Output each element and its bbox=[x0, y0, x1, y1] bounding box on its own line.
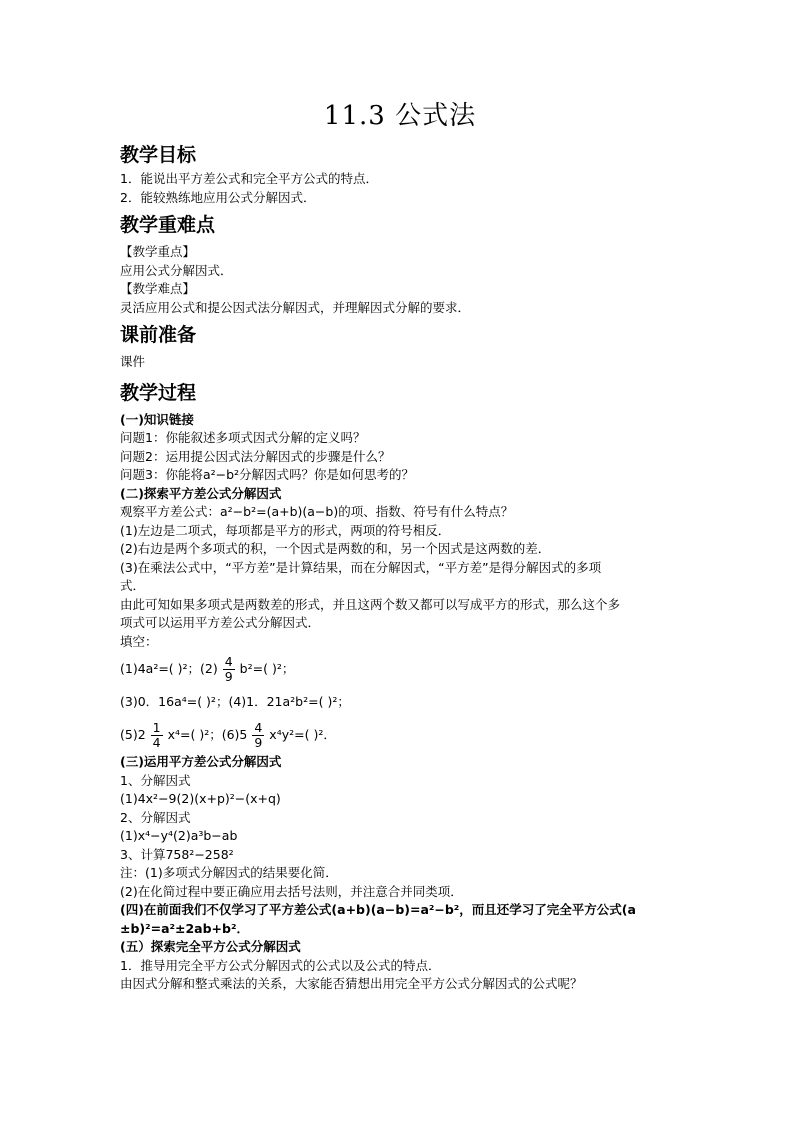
part5-text-1: 1．推导用完全平方公式分解因式的公式以及公式的特点． bbox=[120, 957, 441, 973]
feature-2: (2)右边是两个多项式的积，一个因式是两数的和，另一个因式是这两数的差． bbox=[120, 541, 551, 556]
fraction-denominator: 4 bbox=[152, 735, 161, 750]
step-2-label: 2、分解因式 bbox=[120, 809, 191, 825]
prep-text: 课件 bbox=[120, 354, 146, 369]
fraction-4-9 bbox=[223, 655, 235, 684]
page-title: 11.3 公式法 bbox=[323, 101, 477, 131]
fill-row-1 bbox=[120, 651, 680, 687]
part4-line-1: (四)在前面我们不仅学习了平方差公式(a+b)(a−b)=a²−b²，而且还学习了完全平方公式(a bbox=[120, 902, 636, 917]
fill-row-2: (3)0．16a⁴=( )²；(4)1．21a²b²=( )²； bbox=[120, 694, 350, 709]
part4-line-2: ±b)²=a²±2ab+b²． bbox=[120, 920, 249, 936]
part3-title: (三)运用平方差公式分解因式 bbox=[120, 754, 282, 769]
step-3-label: 3、计算758²−258² bbox=[120, 846, 234, 862]
observe-text: 观察平方差公式：a²−b²=(a+b)(a−b)的项、指数、符号有什么特点？ bbox=[120, 504, 514, 519]
conclusion-line-2: 项式可以运用平方差公式分解因式． bbox=[120, 615, 321, 630]
fill-3-part-c: x⁴y²=( )²． bbox=[269, 727, 336, 742]
heading-keypoints: 教学重难点 bbox=[120, 214, 216, 236]
document-page bbox=[120, 96, 680, 994]
key-text: 应用公式分解因式． bbox=[120, 262, 233, 278]
fraction-1-4 bbox=[151, 721, 163, 750]
heading-prep: 课前准备 bbox=[120, 324, 197, 346]
part1-title: (一)知识链接 bbox=[120, 411, 194, 427]
question-2: 问题2：运用提公因式法分解因式的步骤是什么？ bbox=[120, 448, 391, 464]
part5-title: (五）探索完全平方公式分解因式 bbox=[120, 939, 301, 954]
feature-3-line-1: (3)在乘法公式中，“平方差”是计算结果，而在分解因式，“平方差”是得分解因式的多项 bbox=[120, 559, 602, 575]
fraction-denominator: 9 bbox=[254, 735, 263, 750]
fraction-numerator: 1 bbox=[152, 720, 161, 735]
fraction-numerator: 4 bbox=[254, 720, 263, 735]
heading-process: 教学过程 bbox=[120, 381, 197, 404]
difficult-text: 灵活应用公式和提公因式法分解因式，并理解因式分解的要求． bbox=[120, 299, 471, 315]
part5-text-2: 由因式分解和整式乘法的关系，大家能否猜想出用完全平方公式分解因式的公式呢？ bbox=[120, 976, 583, 991]
fill-label: 填空： bbox=[120, 633, 158, 649]
step-1-label: 1、分解因式 bbox=[120, 772, 191, 788]
question-1: 问题1：你能叙述多项式因式分解的定义吗？ bbox=[120, 430, 366, 445]
fill-row-3 bbox=[120, 717, 680, 753]
fill-3-part-a: (5)2 bbox=[120, 727, 146, 742]
fill-1-part-b: b²=( )²； bbox=[239, 661, 295, 676]
question-3: 问题3：你能将a²−b²分解因式吗？你是如何思考的？ bbox=[120, 467, 415, 482]
step-1-expression: (1)4x²−9(2)(x+p)²−(x+q) bbox=[120, 791, 281, 806]
fraction-denominator: 9 bbox=[224, 669, 233, 684]
fill-1-part-a: (1)4a²=( )²；(2) bbox=[120, 661, 218, 676]
feature-1: (1)左边是二项式，每项都是平方的形式，两项的符号相反． bbox=[120, 522, 451, 538]
fraction-4-9-second bbox=[252, 721, 264, 750]
heading-goals: 教学目标 bbox=[120, 144, 197, 166]
difficult-label: 【教学难点】 bbox=[120, 281, 196, 296]
goal-item-1: 1．能说出平方差公式和完全平方公式的特点． bbox=[120, 171, 378, 186]
part2-title: (二)探索平方差公式分解因式 bbox=[120, 485, 282, 501]
note-1: 注：(1)多项式分解因式的结果要化简． bbox=[120, 865, 338, 880]
key-label: 【教学重点】 bbox=[120, 244, 196, 259]
goal-item-2: 2．能较熟练地应用公式分解因式． bbox=[120, 189, 316, 205]
note-2: (2)在化简过程中要正确应用去括号法则，并注意合并同类项． bbox=[120, 883, 463, 899]
fraction-numerator: 4 bbox=[224, 654, 233, 669]
fill-3-part-b: x⁴=( )²；(6)5 bbox=[167, 727, 248, 742]
conclusion-line-1: 由此可知如果多项式是两数差的形式，并且这两个数又都可以写成平方的形式，那么这个多 bbox=[120, 596, 621, 612]
feature-3-line-2: 式． bbox=[120, 578, 146, 593]
step-2-expression: (1)x⁴−y⁴(2)a³b−ab bbox=[120, 828, 238, 843]
